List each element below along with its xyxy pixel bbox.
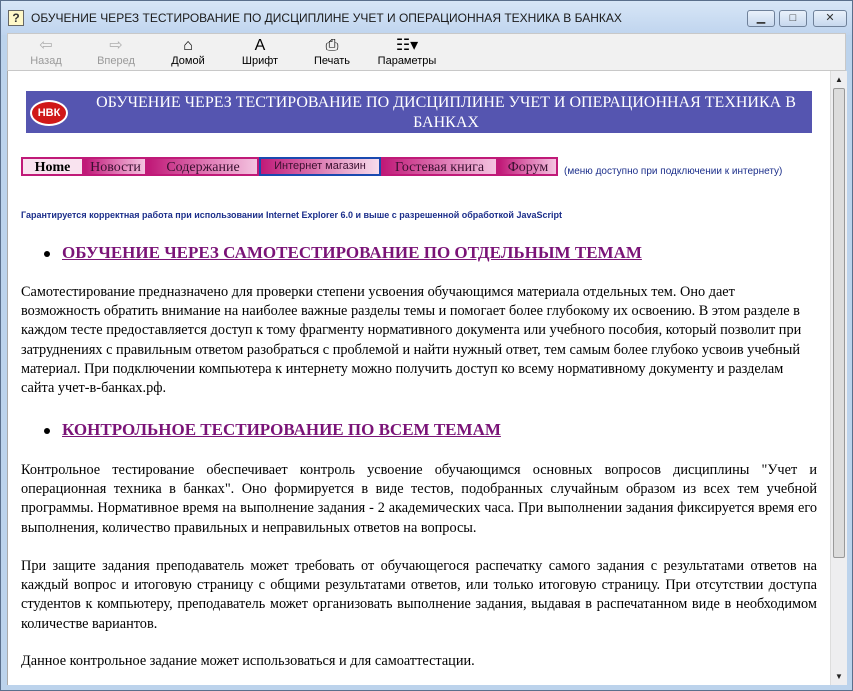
self-testing-paragraph: Самотестирование предназначено для проверки степени усвоения обучающимся материала отдельных тем. Оно дает возможность обратить внимание на наиболее важные разделы темы и помогает более глубокому их освоению. В этом разделе в каждом тесте предоставляется доступ к тому фрагменту нормативного документа или учебного пособия, который позволит при затруднениях с правильным ответом разобраться с проблемой и найти нужный ответ, тем самым более глубоко усвоив учебный материал. При подключении компьютера к интернету можно получить доступ ко всему нормативному документу и разделам сайта учет-в-банках.рф. (21, 284, 802, 397)
menu-item-news[interactable]: Новости (84, 157, 147, 176)
options-button[interactable] (372, 36, 442, 70)
printer-icon: ⎙ (325, 37, 339, 54)
home-button[interactable] (156, 36, 220, 70)
menu-item-shop[interactable]: Интернет магазин (259, 157, 381, 176)
vertical-scrollbar[interactable] (830, 71, 847, 685)
section-heading-text[interactable]: ОБУЧЕНИЕ ЧЕРЕЗ САМОТЕСТИРОВАНИЕ ПО ОТДЕЛЬНЫМ ТЕМАМ (62, 243, 642, 262)
header-banner (26, 91, 812, 133)
content-pane[interactable] (7, 71, 831, 685)
menu-item-contents[interactable]: Содержание (147, 157, 259, 176)
font-button[interactable] (228, 36, 292, 70)
title-bar[interactable] (1, 1, 852, 35)
window-title: ОБУЧЕНИЕ ЧЕРЕЗ ТЕСТИРОВАНИЕ ПО ДИСЦИПЛИНЕ УЧЕТ И ОПЕРАЦИОННАЯ ТЕХНИКА В БАНКАХ (31, 11, 622, 25)
font-label: Шрифт (241, 55, 279, 67)
close-button[interactable] (813, 10, 847, 27)
browser-notice: Гарантируется корректная работа при использовании Internet Explorer 6.0 и выше с разрешенной обработкой JavaScript (21, 210, 562, 220)
back-label: Назад (30, 55, 62, 67)
scroll-down-icon[interactable]: ▼ (835, 672, 843, 681)
toolbar (7, 33, 846, 71)
menu-item-forum[interactable]: Форум (498, 157, 558, 176)
forward-button[interactable] (84, 36, 148, 70)
page-title: ОБУЧЕНИЕ ЧЕРЕЗ ТЕСТИРОВАНИЕ ПО ДИСЦИПЛИНЕ УЧЕТ И ОПЕРАЦИОННАЯ ТЕХНИКА В БАНКАХ (96, 94, 796, 131)
scroll-up-icon[interactable]: ▲ (835, 75, 843, 84)
section-heading-self-testing[interactable] (44, 243, 642, 263)
scroll-thumb[interactable] (833, 88, 845, 558)
minimize-button[interactable] (747, 10, 775, 27)
back-button[interactable] (14, 36, 78, 70)
section-heading-control-testing[interactable] (44, 420, 501, 440)
print-label: Печать (313, 55, 351, 67)
font-icon: A (254, 37, 266, 54)
section-heading-text[interactable]: КОНТРОЛЬНОЕ ТЕСТИРОВАНИЕ ПО ВСЕМ ТЕМАМ (62, 420, 501, 439)
maximize-icon: □ (789, 12, 797, 24)
nvk-logo: НВК (30, 100, 68, 126)
options-label: Параметры (377, 55, 437, 67)
menu-item-home[interactable]: Home (21, 157, 84, 176)
home-label: Домой (171, 55, 205, 67)
menu-item-guestbook[interactable]: Гостевая книга (381, 157, 498, 176)
back-arrow-icon: ⇦ (39, 37, 53, 54)
forward-arrow-icon: ⇨ (109, 37, 123, 54)
forward-label: Вперед (97, 55, 135, 67)
print-button[interactable] (300, 36, 364, 70)
bullet (44, 428, 50, 434)
minimize-icon: ▁ (756, 12, 766, 24)
menu-note: (меню доступно при подключении к интернету) (564, 166, 783, 177)
control-testing-paragraph: Контрольное тестирование обеспечивает контроль усвоение обучающимся основных вопросов дисциплины "Учет и операционная техника в банках". Оно формируется в виде тестов, подобранных случайным образом из всех тем учебной программы. Нормативное время на выполнение задания - 2 академических часа. При выполнении задания фиксируется время его выполнения, количество правильных и неправильных ответов на вопросы. (21, 462, 817, 536)
maximize-button[interactable] (779, 10, 807, 27)
house-icon: ⌂ (183, 37, 193, 54)
options-icon: ☷▾ (395, 37, 419, 54)
self-attestation-paragraph: Данное контрольное задание может использоваться и для самоаттестации. (21, 653, 475, 669)
bullet (44, 251, 50, 257)
defense-paragraph: При защите задания преподаватель может требовать от обучающегося распечатку самого задания с результатами ответов на каждый вопрос и итоговую страницу с общими результатами ответов, или только итоговую страницу. При отсутствии доступа студентов к компьютеру, преподаватель может организовать выполнение задания, выдавая в распечатанном виде в необходимом количестве вариантов. (21, 558, 817, 632)
close-icon: ✕ (825, 12, 835, 24)
help-app-icon: ? (8, 10, 24, 26)
